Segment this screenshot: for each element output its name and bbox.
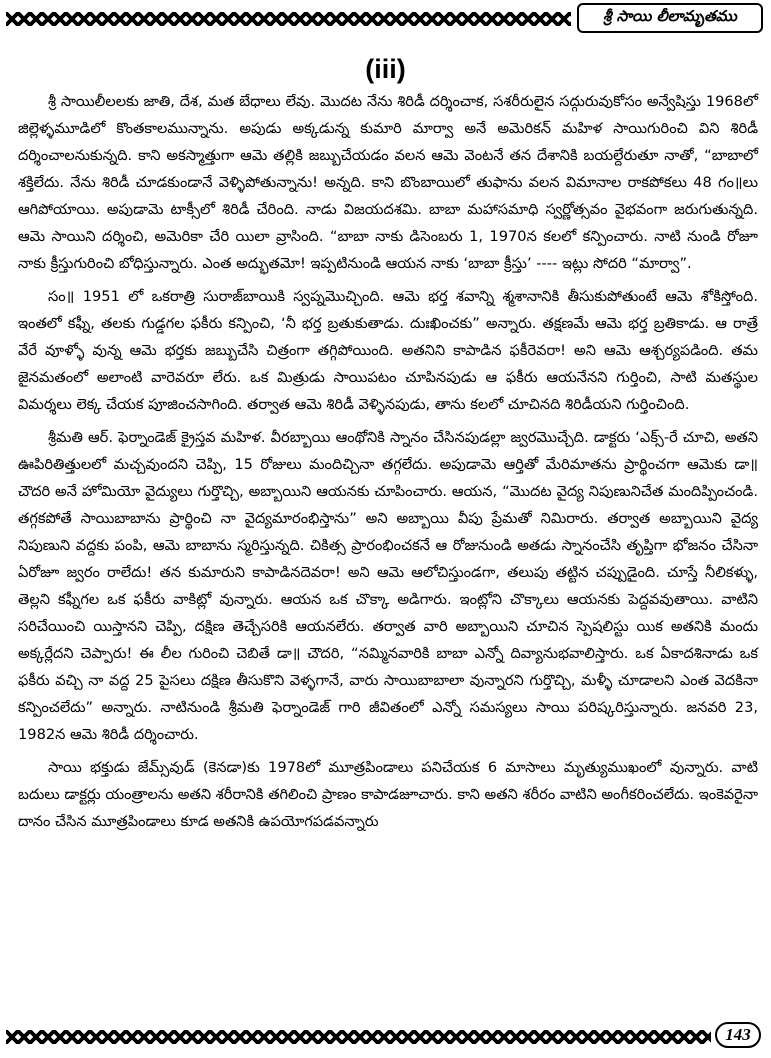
book-title: శ్రీ సాయి లీలామృతము — [577, 3, 763, 33]
paragraph: సాయి భక్తుడు జేమ్స్‌వుడ్ (కెనడా)కు 1978లో మూత్రపిండాలు పనిచేయక 6 మాసాలు మృత్యుముఖంలో వున్నారు. వాటి బదులు డాక్టర్లు యంత్రాలను అతని శరీరానికి తగిలించి ప్రాణం కాపాడజూచారు. కాని అతని శరీరం వాటిని అంగీకరించలేదు. ఇంకెవరైనా దానం చేసిన మూత్రపిండాలు కూడ అతనికి ఉపయోగపడవన్నారు — [18, 759, 758, 830]
decorative-border — [6, 1030, 711, 1044]
paragraph: సం॥ 1951 లో ఒకరాత్రి సురాజ్‌బాయికి స్వప్నమొచ్చింది. ఆమె భర్త శవాన్ని శ్మశానానికి తీసుకుపోతుంటే ఆమె శోకిస్తోంది. ఇంతలో కఫ్నీ, తలకు గుడ్డగల ఫకీరు కన్పించి, ‘నీ భర్త బ్రతుకుతాడు. దుఃఖించకు” అన్నారు. తక్షణమే ఆమె భర్త బ్రతికాడు. ఆ రాత్రే వేరే వూళ్ళో వున్న ఆమె భర్తకు జబ్బుచేసి చిత్రంగా తగ్గిపోయింది. అతనిని కాపాడిన ఫకీరెవరా! అని ఆమె ఆశ్చర్యపడింది. తమ జైనమతంలో అలాంటి వారెవరూ లేరు. ఒక మిత్రుడు సాయిపటం చూపినపుడు ఆ ఫకీరు ఆయనేనని గుర్తించి, సాటి మతస్థుల విమర్శలు లెక్క చేయక పూజించసాగింది. తర్వాత ఆమె శిరిడీ వెళ్ళినపుడు, తాను కలలో చూచినది శిరిడీయని గుర్తించింది. — [18, 288, 758, 413]
paragraph: శ్రీ సాయిలీలలకు జాతి, దేశ, మత బేధాలు లేవు. మొదట నేను శిరిడీ దర్శించాక, సశరీరులైన సద్గురువుకోసం అన్వేషిస్తు 1968లో జిల్లెళ్ళమూడిలో కొంతకాలమున్నాను. అపుడు అక్కడున్న కుమారి మార్వా అనే అమెరికన్ మహిళ సాయిగురించి విని శిరిడీ దర్శించాలనుకున్నది. కాని అకస్మాత్తుగా ఆమె తల్లికి జబ్బుచేయడం వలన ఆమె వెంటనే తన దేశానికి బయల్దేరుతూ నాతో, “బాబాలో శక్తిలేదు. నేను శిరిడీ చూడకుండానే వెళ్ళిపోతున్నాను! అన్నది. కాని బొంబాయిలో తుఫాను వలన విమానాల రాకపోకలు 48 గం॥లు ఆగిపోయాయి. అపుడామె టాక్సీలో శిరిడీ చేరింది. నాడు విజయదశమి. బాబా మహాసమాధి స్వర్ణోత్సవం వైభవంగా జరుగుతున్నది. ఆమె సాయిని దర్శించి, అమెరికా చేరి యిలా వ్రాసింది. “బాబా నాకు డిసెంబరు 1, 1970న కలలో కన్పించారు. నాటి నుండి రోజూ నాకు క్రీస్తుగురించి బోధిస్తున్నారు. ఎంత అద్భుతమో! ఇప్పటినుండి ఆయన నాకు ‘బాబా క్రీస్తు’ ---- ఇట్లు సోదరి “మార్వా”. — [18, 93, 758, 272]
decorative-border — [6, 12, 571, 26]
page-header — [0, 0, 771, 40]
page-footer — [0, 1022, 771, 1052]
body-text — [18, 88, 758, 841]
section-heading: (iii) — [365, 54, 406, 84]
paragraph: శ్రీమతి ఆర్. ఫెర్నాండెజ్ క్రైస్తవ మహిళ. వీరబ్బాయి ఆంథోనికి స్నానం చేసినపుడల్లా జ్వరమొచ్చేది. డాక్టరు ‘ఎక్స్-రే చూచి, అతని ఊపిరితిత్తులలో మచ్చవుందని చెప్పి, 15 రోజులు మందిచ్చినా తగ్గలేదు. అపుడామె ఆర్తితో మేరిమాతను ప్రార్థించగా ఆమెకు డా॥ చౌదరి అనే హోమియో వైద్యులు గుర్తొచ్చి, అబ్బాయిని ఆయనకు చూపించారు. ఆయన, “మొదట వైద్య నిపుణునిచేత మందిప్పించండి. తగ్గకపోతే సాయిబాబాను ప్రార్థించి నా వైద్యమారంభిస్తాను” అని అబ్బాయి వీపు ప్రేమతో నిమిరారు. తర్వాత అబ్బాయిని వైద్య నిపుణుని వద్దకు పంపి, ఆమె బాబాను స్మరిస్తున్నది. చికిత్స ప్రారంభించకనే ఆ రోజునుండి అతడు స్నానంచేసి తృప్తిగా భోజనం చేసినా ఏరోజూ జ్వరం రాలేదు! తన కుమారుని కాపాడినదెవరా! అని ఆమె ఆలోచిస్తుండగా, తలుపు తట్టిన చప్పుడైంది. చూస్తే నీలికళ్ళు, తెల్లని కఫ్నీగల ఒక ఫకీరు వాకిట్లో వున్నారు. ఆయన ఒక చొక్కా అడిగారు. ఇంట్లోని చొక్కాలు ఆయనకు పెద్దవవుతాయి. వాటిని సరిచేయించి యిస్తానని చెప్పి, దక్షిణ తెచ్చేసరికి ఆయనలేరు. తర్వాత వారి అబ్బాయిని చూచిన స్పెషలిస్టు యిక అతనికి మందు అక్కర్లేదని చెప్పారు! ఈ లీల గురించి చెబితే డా॥ చౌదరి, “నమ్మినవారికి బాబా ఎన్నో దివ్యానుభవాలిస్తారు. ఒక ఏకాదశినాడు ఒక ఫకీరు వచ్చి నా వద్ద 25 పైసలు దక్షిణ తీసుకొని వెళ్ళగానే, వారు సాయిబాబాలా వున్నారని గుర్తొచ్చి, మళ్ళీ చూడాలని ఎంత వెదకినా కన్పించలేదు” అన్నారు. నాటినుండి శ్రీమతి ఫెర్నాండెజ్ గారి జీవితంలో ఎన్నో సమస్యలు సాయి పరిష్కరిస్తున్నారు. జనవరి 23, 1982న ఆమె శిరిడీ దర్శించారు. — [18, 429, 758, 743]
page-number: 143 — [715, 1022, 761, 1048]
